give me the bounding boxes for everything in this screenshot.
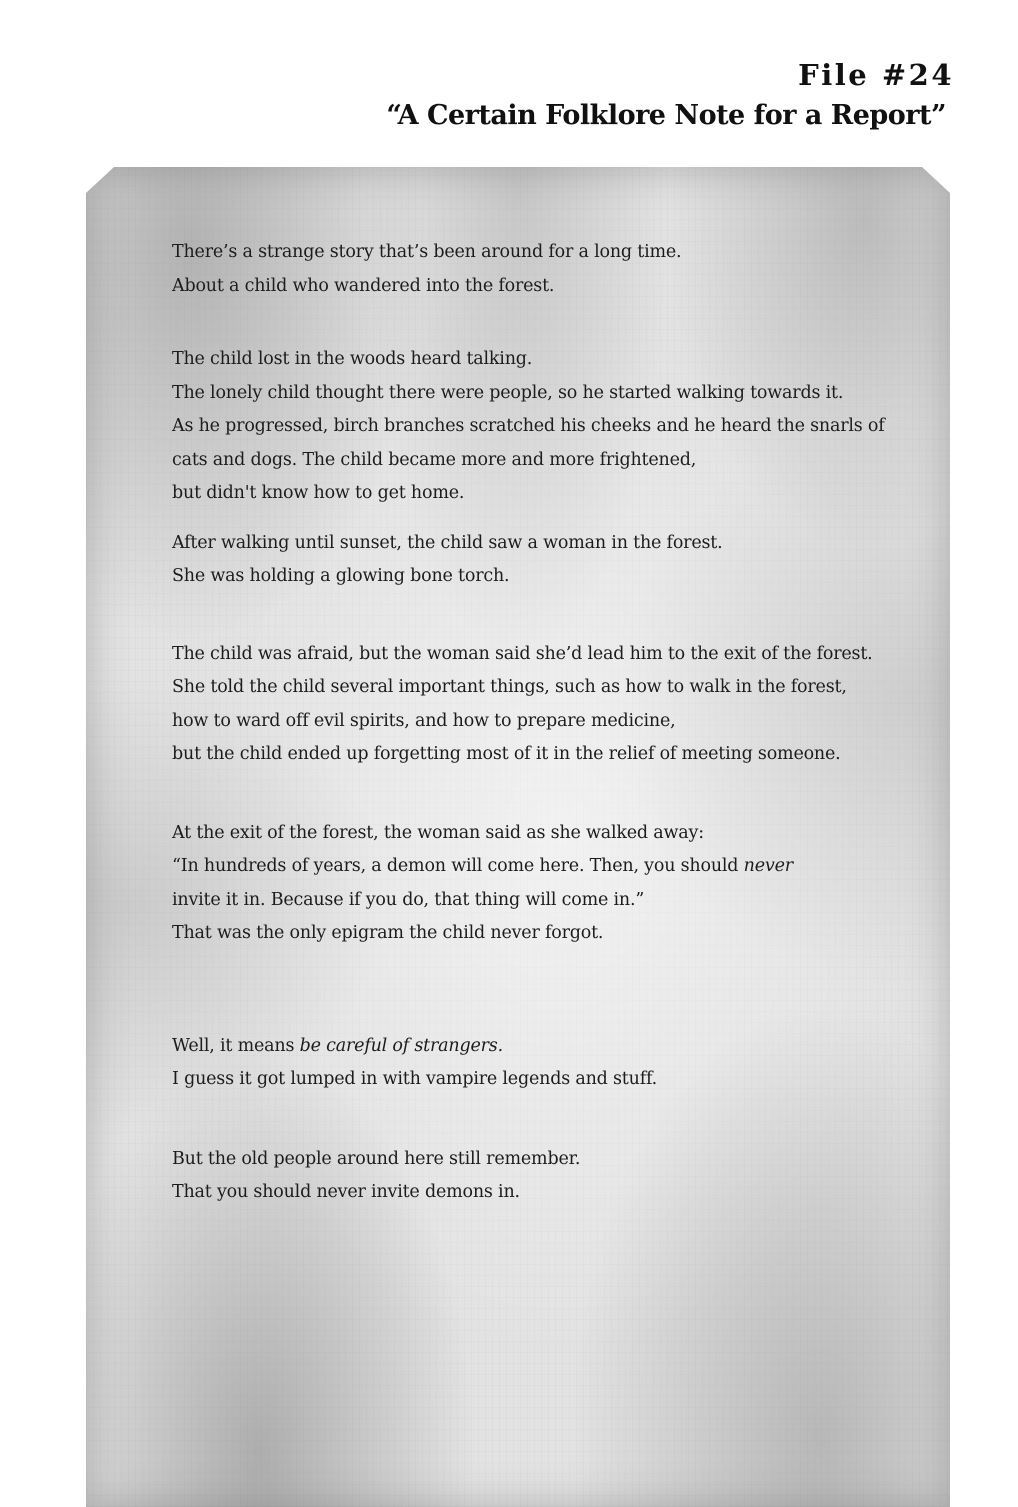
file-number: File #24 — [798, 58, 954, 92]
text-line: At the exit of the forest, the woman said as she walked away: — [172, 822, 704, 843]
paragraph-lost-child — [172, 343, 932, 511]
text-line: The child was afraid, but the woman said she’d lead him to the exit of the forest. — [172, 643, 873, 664]
text-line: I guess it got lumped in with vampire legends and stuff. — [172, 1069, 657, 1089]
paragraph-warning — [172, 817, 932, 951]
text-line: The child lost in the woods heard talking. — [172, 349, 533, 369]
text-line: She told the child several important things, such as how to walk in the forest, — [172, 677, 847, 697]
text-line: But the old people around here still remember. — [172, 1148, 581, 1169]
note-body — [172, 236, 932, 1210]
text-line: After walking until sunset, the child saw a woman in the forest. — [172, 532, 723, 553]
text-line: As he progressed, birch branches scratched his cheeks and he heard the snarls of — [172, 416, 885, 436]
paragraph-guidance — [172, 638, 932, 772]
text-line: but didn't know how to get home. — [172, 483, 465, 503]
text-line — [172, 850, 932, 884]
text-line: cats and dogs. The child became more and more frightened, — [172, 449, 697, 470]
text-line: but the child ended up forgetting most of it in the relief of meeting someone. — [172, 744, 841, 764]
paragraph-meaning — [172, 1030, 932, 1097]
text-line: That was the only epigram the child never forgot. — [172, 923, 604, 943]
text-line — [172, 1030, 932, 1064]
text-line: how to ward off evil spirits, and how to prepare medicine, — [172, 710, 676, 731]
paragraph-woman — [172, 527, 932, 594]
text-line: The lonely child thought there were people, so he started walking towards it. — [172, 382, 844, 403]
text-fragment: “In hundreds of years, a demon will come here. Then, you should — [172, 856, 744, 876]
paragraph-closing — [172, 1143, 932, 1210]
text-line: There’s a strange story that’s been around for a long time. — [172, 242, 682, 262]
document-title: “A Certain Folklore Note for a Report” — [386, 100, 946, 131]
text-line: About a child who wandered into the forest. — [172, 275, 555, 296]
text-line: That you should never invite demons in. — [172, 1182, 520, 1202]
text-line: invite it in. Because if you do, that thing will come in.” — [172, 889, 645, 910]
text-fragment: Well, it means — [172, 1035, 300, 1056]
emphasis-never: never — [743, 856, 793, 876]
paragraph-intro — [172, 236, 932, 303]
emphasis-strangers: be careful of strangers. — [299, 1035, 503, 1056]
text-line: She was holding a glowing bone torch. — [172, 566, 510, 586]
